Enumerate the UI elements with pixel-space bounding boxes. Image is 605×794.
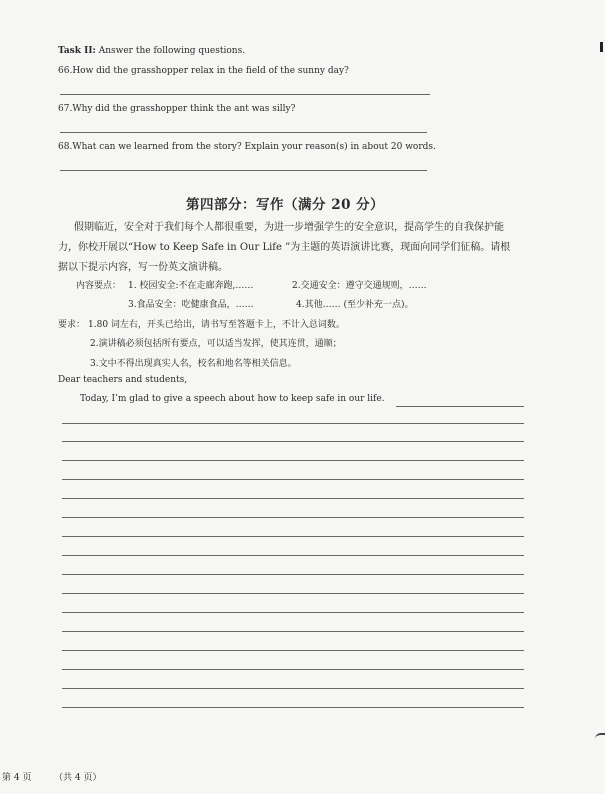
- section-title: 第四部分：写作（满分 20 分）: [186, 197, 385, 213]
- requirement-3: 3.文中不得出现真实人名，校名和地名等相关信息。: [90, 359, 297, 369]
- intro-line-1: 假期临近，安全对于我们每个人都很重要，为进一步增强学生的安全意识，提高学生的自我保护能: [74, 222, 504, 233]
- answer-line-67[interactable]: [60, 132, 427, 133]
- writing-line[interactable]: [62, 423, 524, 424]
- task-header: [58, 46, 245, 56]
- intro-line-3: 据以下提示内容，写一份英文演讲稿。: [58, 262, 228, 273]
- writing-line[interactable]: [62, 631, 524, 632]
- answer-line-68[interactable]: [60, 170, 427, 171]
- writing-line[interactable]: [62, 498, 524, 499]
- point-4: 4.其他…… (至少补充一点)。: [296, 300, 414, 310]
- task-instruction: Answer the following questions.: [98, 46, 246, 56]
- requirements-label: 要求：: [58, 320, 86, 330]
- writing-line[interactable]: [62, 517, 524, 518]
- requirement-2: 2.演讲稿必须包括所有要点，可以适当发挥，使其连贯，通顺；: [90, 339, 342, 349]
- salutation: Dear teachers and students,: [58, 375, 188, 385]
- question-66: 66.How did the grasshopper relax in the field of the sunny day?: [58, 66, 349, 76]
- writing-line[interactable]: [62, 688, 524, 689]
- writing-line[interactable]: [62, 441, 524, 442]
- intro-line-2: 力，你校开展以“How to Keep Safe in Our Life ”为主题的英语演讲比赛，现面向同学们征稿。请根: [58, 242, 511, 253]
- page-edge-mark: [600, 42, 603, 52]
- opening-sentence: Today, I’m glad to give a speech about how to keep safe in our life.: [80, 394, 385, 404]
- writing-line[interactable]: [62, 479, 524, 480]
- writing-line[interactable]: [62, 707, 524, 708]
- writing-line[interactable]: [62, 593, 524, 594]
- writing-line[interactable]: [62, 669, 524, 670]
- point-2: 2.交通安全：遵守交通规则，……: [292, 281, 427, 291]
- writing-line[interactable]: [62, 574, 524, 575]
- point-3: 3.食品安全：吃健康食品，……: [128, 300, 254, 310]
- page-curl: [595, 733, 605, 739]
- question-68: 68.What can we learned from the story? Explain your reason(s) in about 20 words.: [58, 142, 436, 152]
- writing-line[interactable]: [62, 460, 524, 461]
- writing-line[interactable]: [62, 555, 524, 556]
- points-label: 内容要点：: [76, 281, 122, 291]
- point-1: 1. 校园安全:不在走廊奔跑,……: [128, 281, 254, 291]
- writing-line[interactable]: [62, 612, 524, 613]
- footer-page-number: 第 4 页: [2, 773, 32, 783]
- answer-line-66[interactable]: [60, 94, 430, 95]
- question-67: 67.Why did the grasshopper think the ant was silly?: [58, 104, 296, 114]
- task-heading: Task II:: [58, 46, 96, 56]
- writing-line[interactable]: [62, 650, 524, 651]
- opening-answer-line[interactable]: [396, 406, 524, 407]
- footer-total-pages: （共 4 页）: [54, 773, 102, 783]
- writing-line[interactable]: [62, 536, 524, 537]
- requirement-1: 1.80 词左右，开头已给出，请书写至答题卡上，不计入总词数。: [88, 320, 345, 330]
